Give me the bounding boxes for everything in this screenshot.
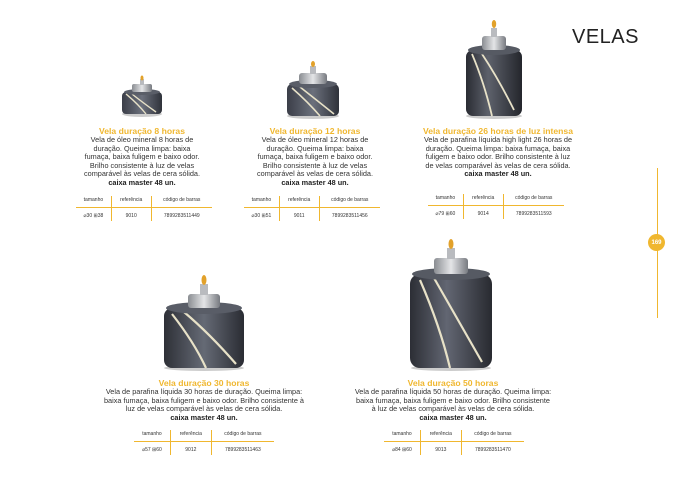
header-size: tamanho xyxy=(384,430,420,442)
product-desc-line: Vela de parafina líquida high light 26 horas de xyxy=(423,135,573,144)
product-desc-line: fumaça, baixa fuligem e baixo odor. xyxy=(84,152,200,161)
candle-26h-image xyxy=(462,18,526,120)
header-barcode: código de barras xyxy=(503,194,564,206)
candle-12h-image xyxy=(280,58,346,120)
header-size: tamanho xyxy=(76,196,111,208)
product-desc-line: à luz de velas comparável às velas de cera sólida. xyxy=(371,404,535,413)
product-desc-line: Vela de óleo mineral 8 horas de xyxy=(90,135,194,144)
cell-size: ⌀79 ⊞60 xyxy=(435,211,456,217)
cell-size: ⌀30 ⊞38 xyxy=(83,213,104,219)
product-desc-line: baixa fumaça, baixa fuligem e baixo odor. Brilho consistente xyxy=(356,395,550,405)
product-desc-line: de velas comparável às velas de cera sólida. xyxy=(425,160,571,170)
product-master-box: caixa master 48 un. xyxy=(170,412,238,422)
product-26h xyxy=(404,126,592,179)
spec-table-50h xyxy=(384,430,524,455)
product-desc-line: duração. Queima limpa: baixa xyxy=(93,143,191,153)
product-desc-line: Vela de parafina líquida 30 horas de duração. Queima limpa: xyxy=(105,387,303,396)
product-desc-line: comparável às velas de cera sólida. xyxy=(257,169,373,178)
header-size: tamanho xyxy=(428,194,463,206)
spec-table-26h xyxy=(428,194,564,219)
candle-30h-image xyxy=(160,272,248,372)
page-title: VELAS xyxy=(572,26,639,48)
header-barcode: código de barras xyxy=(461,430,524,442)
product-title: Vela duração 30 horas xyxy=(158,378,250,388)
cell-barcode: 7899283511449 xyxy=(151,208,212,222)
product-desc-line: baixa fumaça, baixa fuligem e baixo odor. Brilho consistente à xyxy=(104,395,304,405)
header-size: tamanho xyxy=(134,430,170,442)
cell-size: ⌀57 ⊞60 xyxy=(142,447,162,453)
header-size: tamanho xyxy=(244,196,279,208)
header-ref: referência xyxy=(170,430,211,442)
product-desc-line: duração. Queima limpa: baixa fumaça, baixa xyxy=(425,143,571,153)
cell-ref: 9013 xyxy=(420,442,461,456)
cell-ref: 9011 xyxy=(279,208,319,222)
product-50h xyxy=(330,378,576,422)
cell-barcode: 7899283511456 xyxy=(319,208,380,222)
header-barcode: código de barras xyxy=(319,196,380,208)
product-title: Vela duração 26 horas de luz intensa xyxy=(423,126,573,136)
cell-size: ⌀30 ⊞51 xyxy=(251,213,272,219)
spec-table-30h xyxy=(134,430,274,455)
header-ref: referência xyxy=(420,430,461,442)
header-barcode: código de barras xyxy=(211,430,274,442)
cell-barcode: 7899283511470 xyxy=(461,442,524,456)
header-ref: referência xyxy=(463,194,503,206)
cell-ref: 9012 xyxy=(170,442,211,456)
product-desc-line: fumaça, baixa fuligem e baixo odor. xyxy=(257,152,373,161)
product-desc-line: Vela de óleo mineral 12 horas de xyxy=(261,135,369,144)
product-master-box: caixa master 48 un. xyxy=(464,169,532,178)
candle-8h-image xyxy=(116,74,168,118)
spec-table-8h xyxy=(76,196,212,221)
cell-size: ⌀84 ⊞60 xyxy=(392,447,412,453)
product-12h xyxy=(240,126,390,187)
product-master-box: caixa master 48 un. xyxy=(108,177,176,187)
product-desc-line: Brilho consistente à luz de velas xyxy=(262,160,368,170)
product-desc-line: duração. Queima limpa: baixa xyxy=(266,143,364,153)
header-ref: referência xyxy=(279,196,319,208)
product-30h xyxy=(80,378,328,422)
product-title: Vela duração 50 horas xyxy=(407,378,499,388)
product-master-box: caixa master 48 un. xyxy=(281,177,349,187)
product-title: Vela duração 8 horas xyxy=(99,126,185,136)
product-desc-line: luz de velas comparável às velas de cera sólida. xyxy=(125,404,283,413)
cell-ref: 9010 xyxy=(111,208,151,222)
product-desc-line: comparável às velas de cera sólida. xyxy=(84,169,200,178)
product-8h xyxy=(72,126,212,187)
product-desc-line: Vela de parafina líquida 50 horas de duração. Queima limpa: xyxy=(354,387,552,396)
header-ref: referência xyxy=(111,196,151,208)
cell-barcode: 7899283511593 xyxy=(503,206,564,220)
page-number-badge: 169 xyxy=(648,234,665,251)
header-barcode: código de barras xyxy=(151,196,212,208)
spec-table-12h xyxy=(244,196,380,221)
cell-barcode: 7899283511463 xyxy=(211,442,274,456)
candle-50h-image xyxy=(406,236,496,372)
cell-ref: 9014 xyxy=(463,206,503,220)
product-title: Vela duração 12 horas xyxy=(269,126,361,136)
product-desc-line: fuligem e baixo odor. Brilho consistente à luz xyxy=(425,152,571,161)
product-master-box: caixa master 48 un. xyxy=(419,412,487,422)
product-desc-line: Brilho consistente à luz de velas xyxy=(89,160,195,170)
